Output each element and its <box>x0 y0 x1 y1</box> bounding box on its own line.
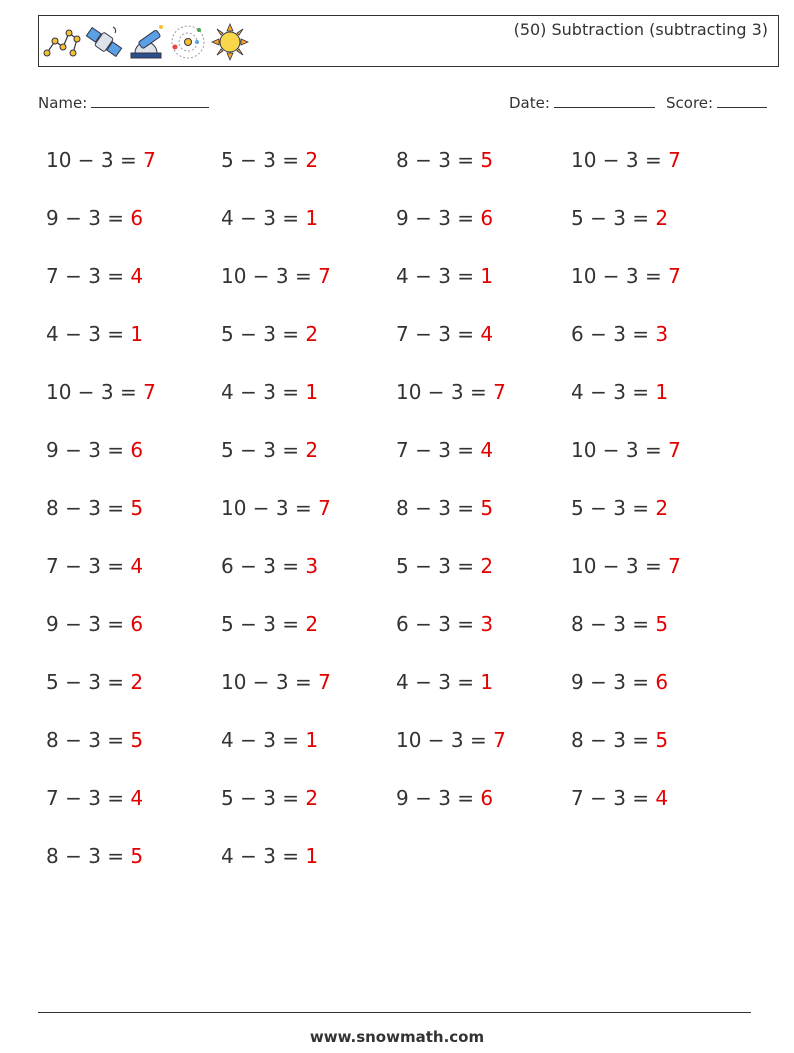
problem-item <box>46 546 221 604</box>
problem-item <box>396 140 571 198</box>
problem-answer: 1 <box>480 264 494 288</box>
problem-question: 6 − 3 = <box>396 612 481 636</box>
footer-site: www.snowmath.com <box>309 1028 485 1046</box>
problem-answer: 4 <box>480 438 494 462</box>
problem-answer: 3 <box>655 322 669 346</box>
problem-question: 7 − 3 = <box>571 786 656 810</box>
problem-question: 5 − 3 = <box>571 206 656 230</box>
problem-item <box>221 198 396 256</box>
problem-question: 7 − 3 = <box>46 786 131 810</box>
problem-item <box>396 430 571 488</box>
score-label: Score: <box>666 94 714 112</box>
problem-item <box>46 198 221 256</box>
problem-question: 8 − 3 = <box>46 728 131 752</box>
problem-item <box>571 488 746 546</box>
problem-answer: 7 <box>668 554 681 578</box>
problem-item <box>221 256 396 314</box>
problem-answer: 4 <box>130 786 144 810</box>
problem-answer: 5 <box>130 728 144 752</box>
problem-question: 8 − 3 = <box>396 148 481 172</box>
problem-item <box>396 488 571 546</box>
problem-answer: 2 <box>305 148 319 172</box>
problem-question: 4 − 3 = <box>221 844 306 868</box>
problem-item <box>46 720 221 778</box>
problem-answer: 6 <box>130 438 144 462</box>
problem-question: 4 − 3 = <box>396 670 481 694</box>
problem-item <box>221 720 396 778</box>
problem-item <box>46 256 221 314</box>
problem-item <box>46 604 221 662</box>
problem-answer: 7 <box>493 380 506 404</box>
problem-question: 10 − 3 = <box>571 438 669 462</box>
problem-question: 7 − 3 = <box>46 554 131 578</box>
problem-answer: 6 <box>130 206 144 230</box>
problem-item <box>221 140 396 198</box>
problem-item <box>571 720 746 778</box>
problem-answer: 2 <box>655 206 669 230</box>
name-label: Name: <box>38 94 88 112</box>
problem-item <box>46 430 221 488</box>
problem-grid <box>46 140 746 894</box>
problem-question: 9 − 3 = <box>46 612 131 636</box>
problem-question: 5 − 3 = <box>221 786 306 810</box>
problem-answer: 2 <box>305 612 319 636</box>
problem-question: 10 − 3 = <box>221 264 319 288</box>
problem-answer: 6 <box>480 206 494 230</box>
problem-answer: 1 <box>130 322 144 346</box>
problem-item <box>46 372 221 430</box>
problem-question: 5 − 3 = <box>221 438 306 462</box>
problem-item <box>396 604 571 662</box>
name-field <box>38 93 209 112</box>
problem-question: 7 − 3 = <box>46 264 131 288</box>
problem-item <box>221 430 396 488</box>
problem-answer: 5 <box>480 148 494 172</box>
problem-answer: 4 <box>130 554 144 578</box>
problem-item <box>571 546 746 604</box>
problem-item <box>46 314 221 372</box>
problem-answer: 4 <box>480 322 494 346</box>
problem-item <box>46 140 221 198</box>
problem-question: 4 − 3 = <box>396 264 481 288</box>
problem-question: 9 − 3 = <box>46 438 131 462</box>
problem-answer: 6 <box>655 670 669 694</box>
problem-item <box>396 198 571 256</box>
problem-item <box>571 662 746 720</box>
problem-answer: 5 <box>480 496 494 520</box>
problem-question: 10 − 3 = <box>221 496 319 520</box>
problem-item <box>571 314 746 372</box>
problem-item <box>46 488 221 546</box>
problem-question: 5 − 3 = <box>46 670 131 694</box>
problem-question: 8 − 3 = <box>46 496 131 520</box>
problem-answer: 7 <box>318 264 331 288</box>
problem-item <box>396 372 571 430</box>
problem-item <box>396 546 571 604</box>
problem-answer: 2 <box>130 670 144 694</box>
problem-question: 9 − 3 = <box>46 206 131 230</box>
problem-question: 7 − 3 = <box>396 438 481 462</box>
problem-item <box>46 662 221 720</box>
problem-question: 10 − 3 = <box>396 728 494 752</box>
problem-question: 4 − 3 = <box>571 380 656 404</box>
problem-item <box>396 662 571 720</box>
problem-item <box>221 314 396 372</box>
problem-answer: 1 <box>305 206 319 230</box>
problem-answer: 6 <box>480 786 494 810</box>
solar-system-icon <box>169 23 207 61</box>
problem-question: 9 − 3 = <box>396 786 481 810</box>
problem-answer: 2 <box>480 554 494 578</box>
problem-question: 8 − 3 = <box>46 844 131 868</box>
problem-answer: 7 <box>668 438 681 462</box>
problem-question: 10 − 3 = <box>221 670 319 694</box>
problem-answer: 3 <box>305 554 319 578</box>
problem-answer: 7 <box>143 148 156 172</box>
problem-item <box>46 836 221 894</box>
problem-question: 7 − 3 = <box>396 322 481 346</box>
problem-answer: 2 <box>655 496 669 520</box>
problem-question: 8 − 3 = <box>396 496 481 520</box>
problem-question: 10 − 3 = <box>571 148 669 172</box>
problem-question: 9 − 3 = <box>571 670 656 694</box>
problem-item <box>396 256 571 314</box>
problem-question: 4 − 3 = <box>221 728 306 752</box>
problem-answer: 1 <box>305 728 319 752</box>
problem-answer: 7 <box>668 264 681 288</box>
problem-question: 10 − 3 = <box>46 148 144 172</box>
problem-item <box>571 372 746 430</box>
problem-question: 5 − 3 = <box>396 554 481 578</box>
problem-question: 4 − 3 = <box>221 206 306 230</box>
score-line <box>717 93 767 108</box>
satellite-icon <box>85 23 123 61</box>
problem-question: 6 − 3 = <box>221 554 306 578</box>
problem-answer: 4 <box>655 786 669 810</box>
problem-item <box>571 778 746 836</box>
problem-answer: 5 <box>130 844 144 868</box>
date-line <box>554 93 655 108</box>
problem-question: 5 − 3 = <box>221 148 306 172</box>
problem-question: 6 − 3 = <box>571 322 656 346</box>
problem-answer: 4 <box>130 264 144 288</box>
worksheet-title: (50) Subtraction (subtracting 3) <box>513 20 768 39</box>
problem-answer: 7 <box>668 148 681 172</box>
problem-answer: 1 <box>480 670 494 694</box>
constellation-icon <box>43 23 81 61</box>
name-line <box>91 93 209 108</box>
score-field <box>666 93 767 112</box>
problem-question: 5 − 3 = <box>571 496 656 520</box>
problem-item <box>571 256 746 314</box>
problem-question: 4 − 3 = <box>46 322 131 346</box>
problem-answer: 5 <box>655 728 669 752</box>
problem-item <box>571 198 746 256</box>
problem-item <box>396 720 571 778</box>
problem-answer: 6 <box>130 612 144 636</box>
problem-item <box>571 430 746 488</box>
problem-question: 5 − 3 = <box>221 322 306 346</box>
problem-answer: 7 <box>493 728 506 752</box>
problem-question: 10 − 3 = <box>396 380 494 404</box>
date-field <box>509 93 655 112</box>
problem-item <box>221 604 396 662</box>
problem-item <box>396 314 571 372</box>
problem-question: 4 − 3 = <box>221 380 306 404</box>
problem-answer: 2 <box>305 322 319 346</box>
problem-question: 5 − 3 = <box>221 612 306 636</box>
telescope-icon <box>127 23 165 61</box>
problem-item <box>221 778 396 836</box>
problem-item <box>221 488 396 546</box>
problem-item <box>221 836 396 894</box>
problem-answer: 1 <box>305 380 319 404</box>
problem-answer: 2 <box>305 786 319 810</box>
problem-item <box>571 140 746 198</box>
footer-divider <box>38 1012 751 1013</box>
problem-answer: 2 <box>305 438 319 462</box>
header-box <box>38 15 779 67</box>
date-label: Date: <box>509 94 550 112</box>
problem-answer: 5 <box>655 612 669 636</box>
problem-question: 10 − 3 = <box>571 264 669 288</box>
header-icons <box>43 22 249 62</box>
problem-question: 8 − 3 = <box>571 728 656 752</box>
problem-question: 10 − 3 = <box>571 554 669 578</box>
problem-item <box>221 662 396 720</box>
problem-question: 8 − 3 = <box>571 612 656 636</box>
problem-answer: 7 <box>143 380 156 404</box>
problem-item <box>46 778 221 836</box>
problem-item <box>396 778 571 836</box>
problem-item <box>221 372 396 430</box>
problem-answer: 7 <box>318 496 331 520</box>
problem-question: 10 − 3 = <box>46 380 144 404</box>
problem-answer: 3 <box>480 612 494 636</box>
problem-item <box>571 604 746 662</box>
problem-question: 9 − 3 = <box>396 206 481 230</box>
sun-icon <box>211 23 249 61</box>
problem-answer: 5 <box>130 496 144 520</box>
problem-item <box>221 546 396 604</box>
problem-answer: 1 <box>655 380 669 404</box>
problem-answer: 1 <box>305 844 319 868</box>
problem-answer: 7 <box>318 670 331 694</box>
